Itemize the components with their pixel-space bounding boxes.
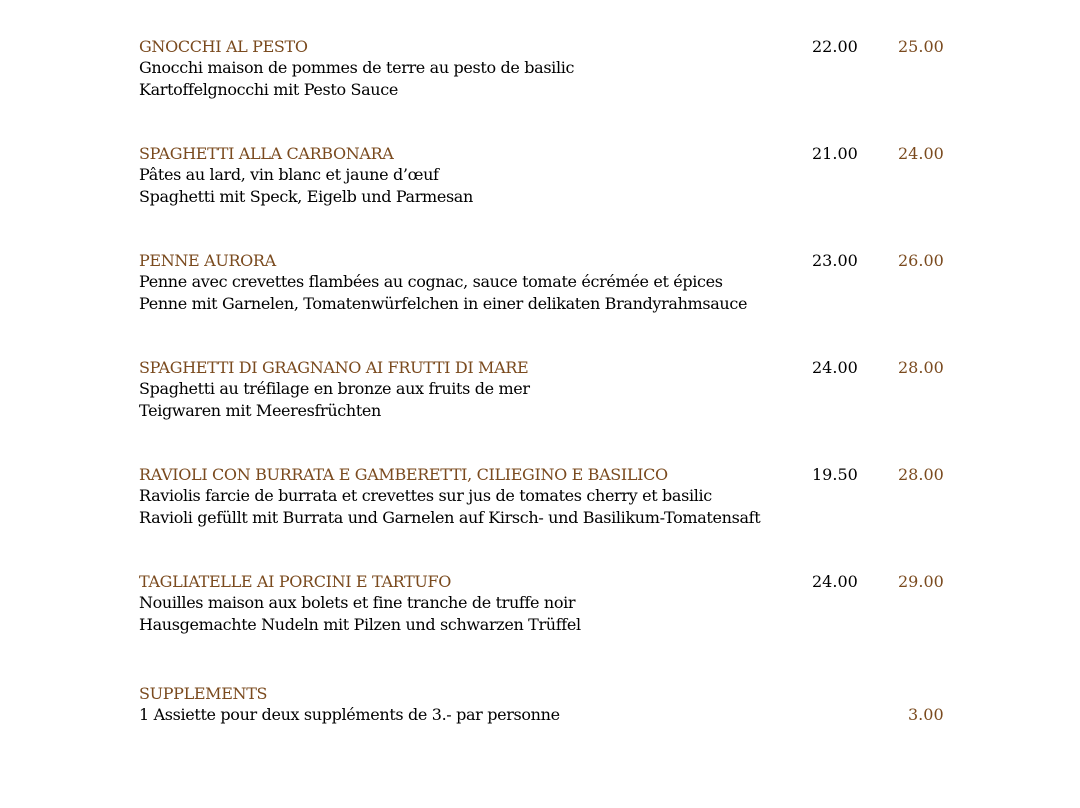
menu-item-description-fr: Spaghetti au tréfilage en bronze aux fruits de mer bbox=[139, 379, 530, 398]
menu-item-description-de: Spaghetti mit Speck, Eigelb und Parmesan bbox=[139, 187, 473, 206]
menu-item-price-large: 26.00 bbox=[898, 251, 944, 270]
menu-item-price-small: 22.00 bbox=[812, 37, 858, 56]
menu-item-spaghetti-frutti-di-mare bbox=[139, 358, 949, 439]
menu-item-price-small: 24.00 bbox=[812, 358, 858, 377]
menu-item-title: RAVIOLI CON BURRATA E GAMBERETTI, CILIEGINO E BASILICO bbox=[139, 465, 668, 484]
menu-item-description-de: Penne mit Garnelen, Tomatenwürfelchen in einer delikaten Brandyrahmsauce bbox=[139, 294, 748, 313]
menu-item-description-fr: Pâtes au lard, vin blanc et jaune d’œuf bbox=[139, 165, 439, 184]
menu-item-price-small: 23.00 bbox=[812, 251, 858, 270]
menu-item-description-fr: Raviolis farcie de burrata et crevettes sur jus de tomates cherry et basilic bbox=[139, 486, 712, 505]
menu-item-description-de: Kartoffelgnocchi mit Pesto Sauce bbox=[139, 80, 398, 99]
menu-item-title: SPAGHETTI ALLA CARBONARA bbox=[139, 144, 394, 163]
menu-item-price-large: 29.00 bbox=[898, 572, 944, 591]
menu-item-tagliatelle-porcini bbox=[139, 572, 949, 653]
menu-item-title: SPAGHETTI DI GRAGNANO AI FRUTTI DI MARE bbox=[139, 358, 529, 377]
menu-item-price-large: 25.00 bbox=[898, 37, 944, 56]
menu-item-price-small: 21.00 bbox=[812, 144, 858, 163]
menu-item-title: PENNE AURORA bbox=[139, 251, 276, 270]
menu-item-description-de: Hausgemachte Nudeln mit Pilzen und schwarzen Trüffel bbox=[139, 615, 581, 634]
menu-item-price-small: 19.50 bbox=[812, 465, 858, 484]
supplements-price: 3.00 bbox=[908, 705, 944, 724]
menu-item-description-de: Teigwaren mit Meeresfrüchten bbox=[139, 401, 381, 420]
supplements-description: 1 Assiette pour deux suppléments de 3.- par personne bbox=[139, 705, 560, 724]
menu-item-description-fr: Penne avec crevettes flambées au cognac, sauce tomate écrémée et épices bbox=[139, 272, 723, 291]
menu-item-description-fr: Gnocchi maison de pommes de terre au pesto de basilic bbox=[139, 58, 575, 77]
menu-item-price-large: 24.00 bbox=[898, 144, 944, 163]
menu-item-description-de: Ravioli gefüllt mit Burrata und Garnelen auf Kirsch- und Basilikum-Tomatensaft bbox=[139, 508, 761, 527]
menu-item-penne-aurora bbox=[139, 251, 949, 332]
menu-item-title: GNOCCHI AL PESTO bbox=[139, 37, 308, 56]
menu-item-price-large: 28.00 bbox=[898, 358, 944, 377]
menu-item-price-large: 28.00 bbox=[898, 465, 944, 484]
menu-item-price-small: 24.00 bbox=[812, 572, 858, 591]
menu-item-spaghetti-alla-carbonara bbox=[139, 144, 949, 225]
menu-item-supplements bbox=[139, 684, 949, 765]
menu-item-description-fr: Nouilles maison aux bolets et fine tranche de truffe noir bbox=[139, 593, 576, 612]
menu-item-gnocchi-al-pesto bbox=[139, 37, 949, 118]
supplements-title: SUPPLEMENTS bbox=[139, 684, 268, 703]
menu-item-ravioli-burrata bbox=[139, 465, 949, 546]
menu-item-title: TAGLIATELLE AI PORCINI E TARTUFO bbox=[139, 572, 452, 591]
